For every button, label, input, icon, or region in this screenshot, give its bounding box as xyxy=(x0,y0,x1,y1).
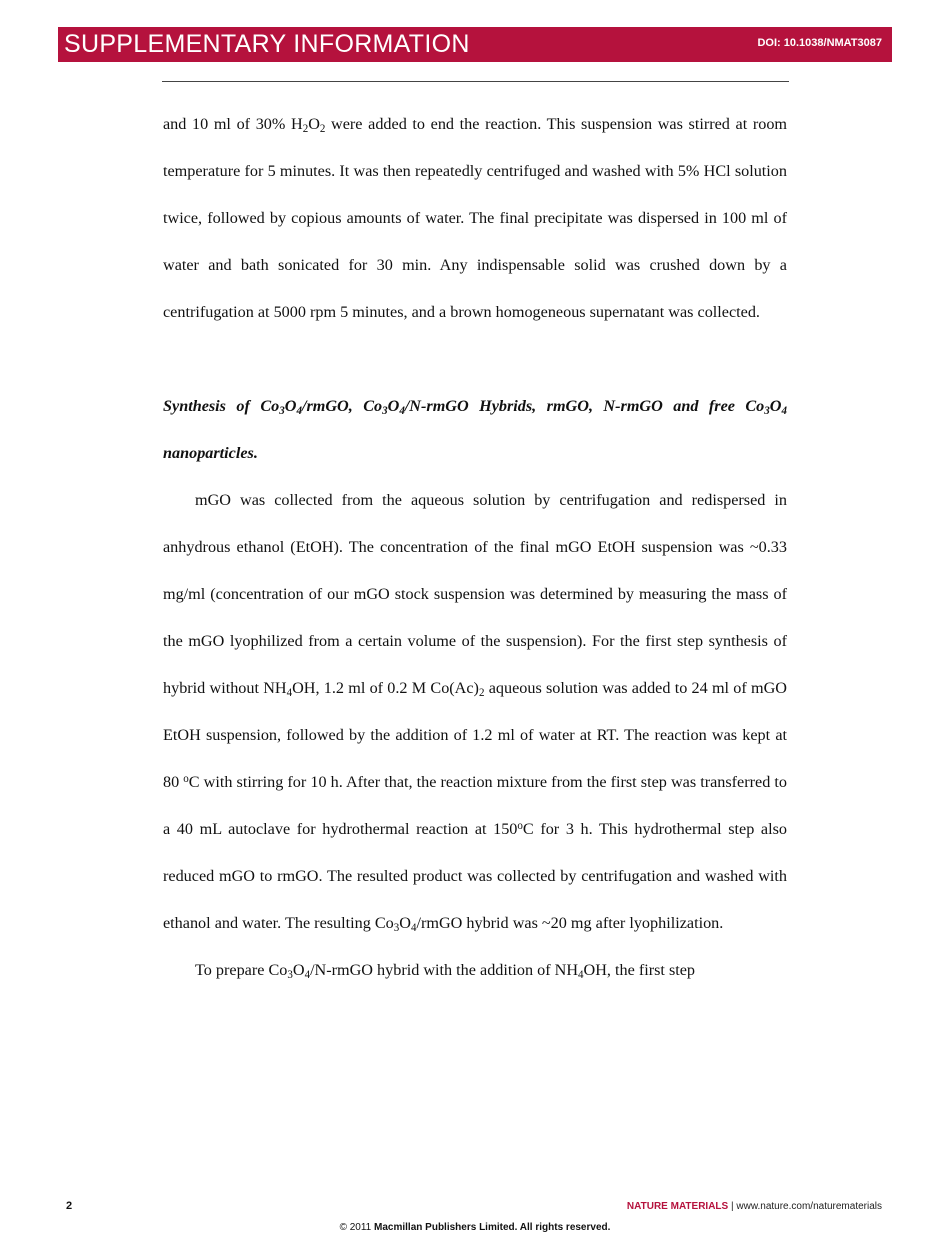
subscript: 4 xyxy=(781,404,787,417)
header-banner xyxy=(58,27,892,62)
text-run: C with stirring for 10 h. After that, the reaction mixture from the first step was transferred to a 40 mL autoclave for hydrothermal reaction at 150 xyxy=(163,773,787,838)
journal-url[interactable]: | www.nature.com/naturematerials xyxy=(728,1201,882,1212)
header-title: SUPPLEMENTARY INFORMATION xyxy=(64,30,470,58)
subscript: 2 xyxy=(319,122,326,135)
section-heading xyxy=(163,383,787,477)
text-run: /rmGO, Co xyxy=(301,397,383,415)
text-run: aqueous solution was added to 24 ml of mGO EtOH suspension, followed by the addition of 1.2 ml of water at RT. The reaction was kept at 80 xyxy=(163,679,787,791)
paragraph-gap xyxy=(163,336,787,383)
text-run: O xyxy=(292,961,305,979)
subscript: 4 xyxy=(410,921,417,934)
text-run: O xyxy=(399,914,411,932)
page-number: 2 xyxy=(66,1200,73,1212)
subscript: 4 xyxy=(578,968,584,981)
body-text xyxy=(163,101,787,994)
doi-label: DOI: 10.1038/NMAT3087 xyxy=(757,37,882,49)
paragraph-2 xyxy=(163,477,787,947)
text-run: O xyxy=(769,397,782,415)
text-run: /rmGO hybrid was ~20 mg after lyophilization. xyxy=(416,914,724,932)
subscript: 4 xyxy=(399,404,405,417)
text-run: and 10 ml of 30% H xyxy=(163,115,303,133)
subscript: 3 xyxy=(382,404,388,417)
copyright-year: © 2011 xyxy=(339,1222,372,1233)
subscript: 4 xyxy=(286,686,293,699)
journal-footer xyxy=(627,1201,882,1212)
text-run: O xyxy=(308,115,320,133)
text-run: To prepare Co xyxy=(195,961,288,979)
subscript: 2 xyxy=(302,122,309,135)
text-run: OH, 1.2 ml of 0.2 M Co(Ac) xyxy=(292,679,479,697)
text-run: Synthesis of Co xyxy=(163,397,280,415)
copyright xyxy=(0,1222,950,1233)
subscript: 3 xyxy=(764,404,770,417)
header-rule xyxy=(162,81,789,82)
subscript: 4 xyxy=(304,968,311,981)
subscript: 4 xyxy=(296,404,302,417)
text-run: /N-rmGO Hybrids, rmGO, N-rmGO and free Co xyxy=(404,397,765,415)
text-run: C for 3 h. This hydrothermal step also reduced mGO to rmGO. The resulted product was collected by centrifugation and washed with ethanol and water. The resulting Co xyxy=(163,820,788,932)
paragraph-3 xyxy=(163,947,787,994)
journal-name: NATURE MATERIALS xyxy=(626,1201,729,1212)
text-run: O xyxy=(387,397,400,415)
superscript: o xyxy=(517,820,523,833)
text-run: were added to end the reaction. This suspension was stirred at room temperature for 5 minutes. It was then repeatedly centrifuged and washed with 5% HCl solution twice, followed by copious amounts of water. The final precipitate was dispersed in 100 ml of water and bath sonicated for 30 min. Any indispensable solid was crushed down by a centrifugation at 5000 rpm 5 minutes, and a brown homogeneous supernatant was collected. xyxy=(163,115,788,321)
subscript: 3 xyxy=(279,404,285,417)
subscript: 3 xyxy=(393,921,400,934)
text-run: OH, the first step xyxy=(583,961,696,979)
text-run: /N-rmGO hybrid with the addition of NH xyxy=(310,961,579,979)
text-run: mGO was collected from the aqueous solution by centrifugation and redispersed in anhydrous ethanol (EtOH). The concentration of the final mGO EtOH suspension was ~0.33 mg/ml (concentration of our mGO stock suspension was determined by measuring the mass of the mGO lyophilized from a certain volume of the suspension). For the first step synthesis of hybrid without NH xyxy=(163,491,787,697)
paragraph-1 xyxy=(163,101,787,336)
superscript: o xyxy=(183,773,189,786)
text-run: nanoparticles. xyxy=(163,444,258,462)
text-run: O xyxy=(284,397,297,415)
subscript: 2 xyxy=(478,686,485,699)
copyright-text: Macmillan Publishers Limited. All rights reserved. xyxy=(374,1222,611,1233)
subscript: 3 xyxy=(287,968,293,981)
